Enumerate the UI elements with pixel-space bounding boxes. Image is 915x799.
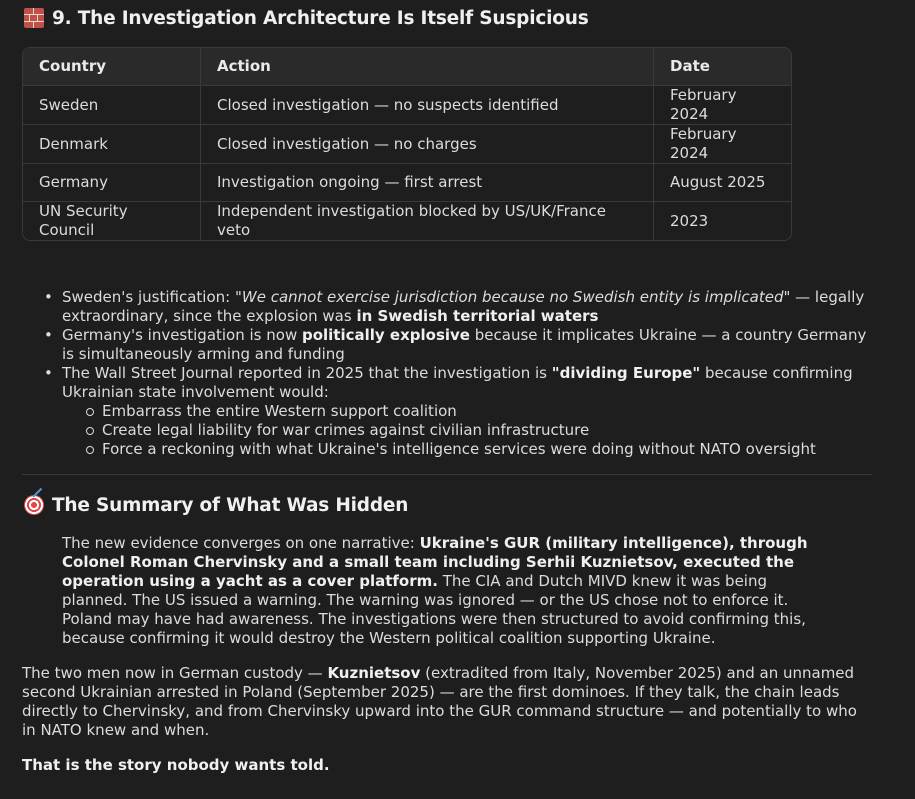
target-icon bbox=[24, 495, 44, 515]
bold-text: Ukraine's GUR (military intelligence), through Colonel Roman Chervinsky and a small team including Serhii Kuznietsov, executed the operation using a yacht as a cover platform. bbox=[62, 534, 808, 590]
list-item bbox=[44, 326, 874, 364]
text-span: The two men now in German custody — bbox=[22, 664, 328, 682]
table-row bbox=[23, 125, 791, 164]
text-span: The Wall Street Journal reported in 2025 that the investigation is bbox=[62, 364, 552, 382]
summary-title: The Summary of What Was Hidden bbox=[52, 494, 409, 516]
col-header-date: Date bbox=[654, 48, 791, 86]
divider bbox=[22, 474, 872, 475]
quote-text: "We cannot exercise jurisdiction because no Swedish entity is implicated" bbox=[234, 288, 791, 306]
text-span: — legally extraordinary, since the explosion was bbox=[62, 288, 865, 325]
cell-country: Sweden bbox=[23, 86, 201, 125]
table-row bbox=[23, 164, 791, 202]
cell-action: Independent investigation blocked by US/UK/France veto bbox=[201, 202, 654, 240]
text-span: because it implicates Ukraine — a country Germany is simultaneously arming and funding bbox=[62, 326, 867, 363]
bullet-list bbox=[44, 288, 874, 459]
cell-date: 2023 bbox=[654, 202, 791, 240]
col-header-country: Country bbox=[23, 48, 201, 86]
summary-heading bbox=[24, 495, 408, 515]
sub-list-item: Embarrass the entire Western support coalition bbox=[62, 402, 874, 421]
bold-text: in Swedish territorial waters bbox=[356, 307, 599, 325]
bold-text: politically explosive bbox=[301, 326, 470, 344]
section-title: 9. The Investigation Architecture Is Itself Suspicious bbox=[52, 7, 589, 29]
table-row bbox=[23, 86, 791, 125]
text-span: The new evidence converges on one narrative: bbox=[62, 534, 420, 552]
cell-date: August 2025 bbox=[654, 164, 791, 202]
sub-list-item: Create legal liability for war crimes against civilian infrastructure bbox=[62, 421, 874, 440]
summary-blockquote bbox=[62, 534, 832, 648]
investigation-table bbox=[22, 47, 792, 241]
cell-country: UN Security Council bbox=[23, 202, 201, 240]
cell-action: Investigation ongoing — first arrest bbox=[201, 164, 654, 202]
cell-action: Closed investigation — no suspects identified bbox=[201, 86, 654, 125]
text-span: The CIA and Dutch MIVD knew it was being planned. The US issued a warning. The warning was ignored — or the US chose not to enforce it. Poland may have had awareness. The investigations were then structured to avoid confirming this, because confirming it would destroy the Western political coalition supporting Ukraine. bbox=[62, 572, 806, 647]
brick-icon bbox=[24, 8, 44, 28]
list-item bbox=[44, 288, 874, 326]
sub-list bbox=[62, 402, 874, 459]
text-span: (extradited from Italy, November 2025) and an unnamed second Ukrainian arrested in Poland (September 2025) — are the first dominoes. If they talk, the chain leads directly to Chervinsky, and from Chervinsky upward into the GUR command structure — and potentially to who in NATO knew and when. bbox=[22, 664, 857, 739]
cell-country: Denmark bbox=[23, 125, 201, 164]
list-item bbox=[44, 364, 874, 459]
sub-list-item: Force a reckoning with what Ukraine's intelligence services were doing without NATO oversight bbox=[62, 440, 874, 459]
bold-text: Kuznietsov bbox=[327, 664, 421, 682]
cell-country: Germany bbox=[23, 164, 201, 202]
section-heading bbox=[24, 8, 589, 28]
cell-date: February 2024 bbox=[654, 86, 791, 125]
table-row bbox=[23, 202, 791, 240]
closing-statement: That is the story nobody wants told. bbox=[22, 756, 330, 774]
text-span: Sweden's justification: bbox=[62, 288, 235, 306]
paragraph bbox=[22, 664, 872, 740]
text-span: Germany's investigation is now bbox=[62, 326, 302, 344]
bold-text: "dividing Europe" bbox=[551, 364, 701, 382]
col-header-action: Action bbox=[201, 48, 654, 86]
table-header-row bbox=[23, 48, 791, 86]
text-span: because confirming Ukrainian state involvement would: bbox=[62, 364, 853, 401]
cell-action: Closed investigation — no charges bbox=[201, 125, 654, 164]
cell-date: February 2024 bbox=[654, 125, 791, 164]
